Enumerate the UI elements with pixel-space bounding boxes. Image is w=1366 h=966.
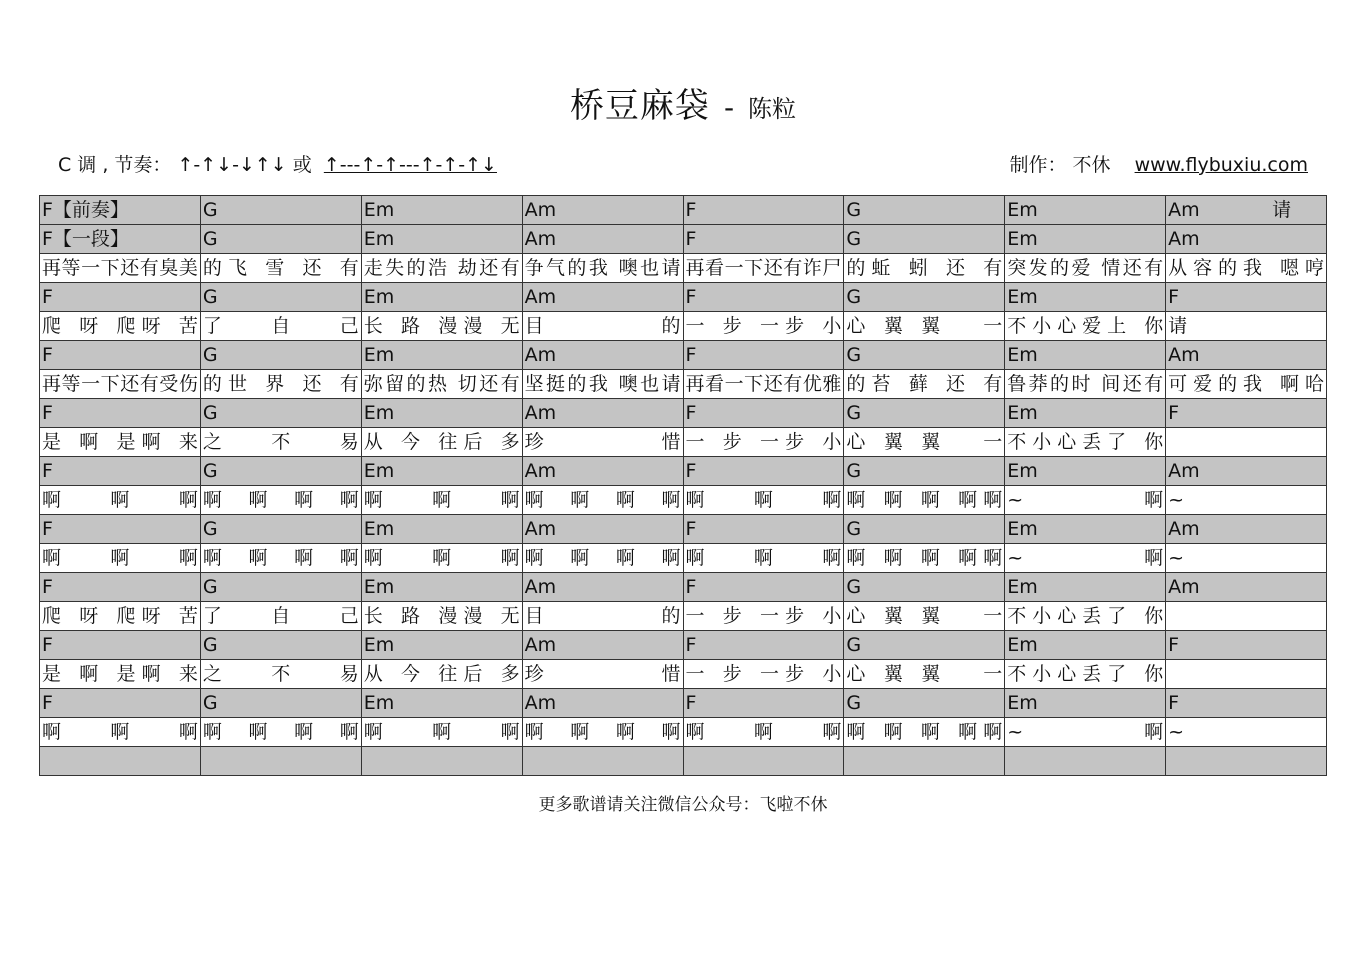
- chord-cell: Am: [522, 399, 683, 428]
- rhythm-pattern-alt: ↑---↑-↑---↑-↑-↑↓: [323, 154, 497, 176]
- lyric-cell: 的苔 藓 还 有: [844, 370, 1005, 399]
- lyric-cell: 一 步 一步 小: [683, 312, 844, 341]
- chord-cell: Em: [1005, 341, 1166, 370]
- lyric-cell: 啊 啊 啊 啊: [200, 486, 361, 515]
- lyric-cell: 不小心爱上 你: [1005, 312, 1166, 341]
- lyric-cell: 的蚯 蚓 还 有: [844, 254, 1005, 283]
- lyric-cell: 从容的我 嗯哼: [1166, 254, 1327, 283]
- lyric-cell: 从 今 往后 多: [361, 660, 522, 689]
- chord-cell: F: [683, 225, 844, 254]
- lyric-cell: 争气的我 噢也请: [522, 254, 683, 283]
- chord-cell: Em: [1005, 515, 1166, 544]
- lyric-cell: 突发的爱 情还有: [1005, 254, 1166, 283]
- chord-cell: G: [200, 689, 361, 718]
- lyric-cell: 心翼翼 一: [844, 660, 1005, 689]
- lyric-cell: 心翼翼 一: [844, 428, 1005, 457]
- chord-row: [40, 515, 1327, 544]
- rhythm-pattern: ↑-↑↓-↓↑↓: [177, 154, 287, 176]
- chord-cell: G: [200, 225, 361, 254]
- chord-cell: Am: [522, 631, 683, 660]
- maker-name: 不休: [1072, 154, 1111, 176]
- lyric-cell: 不小心丢了 你: [1005, 660, 1166, 689]
- lyric-row: [40, 428, 1327, 457]
- chord-row: [40, 689, 1327, 718]
- chord-row: [40, 196, 1327, 225]
- chord-cell: Em: [1005, 457, 1166, 486]
- chord-cell: G: [844, 341, 1005, 370]
- lyric-cell: 长 路 漫漫 无: [361, 312, 522, 341]
- chord-cell: Am: [522, 573, 683, 602]
- chord-row: [40, 399, 1327, 428]
- chord-cell: F: [1166, 631, 1327, 660]
- chord-cell: Am: [1166, 573, 1327, 602]
- lyric-cell: ~: [1166, 486, 1327, 515]
- lyric-cell: 目 的: [522, 312, 683, 341]
- chord-cell: G: [200, 341, 361, 370]
- lyric-cell: 了自己: [200, 312, 361, 341]
- chord-cell: G: [844, 515, 1005, 544]
- lyric-cell: 啊 啊 啊 啊啊: [844, 544, 1005, 573]
- blank-cell: [844, 747, 1005, 776]
- lyric-cell: 是 啊 是啊 来: [40, 660, 201, 689]
- lyric-cell: 了自己: [200, 602, 361, 631]
- lyric-cell: 不小心丢了 你: [1005, 428, 1166, 457]
- lyric-cell: 的飞 雪 还 有: [200, 254, 361, 283]
- lyric-cell: 啊 啊 啊: [40, 718, 201, 747]
- chord-row: [40, 573, 1327, 602]
- chord-cell: G: [200, 399, 361, 428]
- lyric-cell: 啊 啊 啊 啊: [200, 544, 361, 573]
- chord-cell: F: [683, 283, 844, 312]
- blank-row: [40, 747, 1327, 776]
- chord-cell: Am: [522, 689, 683, 718]
- lyric-cell: 啊 啊 啊 啊: [522, 718, 683, 747]
- chord-cell: Am: [522, 341, 683, 370]
- chord-cell: F: [40, 399, 201, 428]
- chord-cell: G: [844, 631, 1005, 660]
- chord-cell: F: [683, 515, 844, 544]
- chord-cell: F: [40, 689, 201, 718]
- maker-info: [1009, 150, 1308, 177]
- chord-cell: Am: [1166, 515, 1327, 544]
- song-header: [0, 78, 1366, 127]
- lyric-row: [40, 486, 1327, 515]
- lyric-cell: 啊 啊 啊 啊: [522, 486, 683, 515]
- lyric-cell: 一 步 一步 小: [683, 660, 844, 689]
- chord-cell: F: [683, 631, 844, 660]
- lyric-cell: 请: [1166, 312, 1327, 341]
- chord-cell: F【一段】: [40, 225, 201, 254]
- chord-cell: G: [200, 631, 361, 660]
- chord-cell: G: [200, 283, 361, 312]
- lyric-cell: 再等一下还有臭美: [40, 254, 201, 283]
- lyric-cell: 的世 界 还 有: [200, 370, 361, 399]
- lyric-cell: ~ 啊: [1005, 544, 1166, 573]
- chord-cell: G: [844, 196, 1005, 225]
- lyric-cell: 长 路 漫漫 无: [361, 602, 522, 631]
- chord-cell: F: [683, 689, 844, 718]
- chord-cell: G: [844, 573, 1005, 602]
- chord-cell: F: [683, 196, 844, 225]
- chord-cell: Em: [361, 573, 522, 602]
- lyric-cell: ~ 啊: [1005, 718, 1166, 747]
- chord-cell: Am: [522, 196, 683, 225]
- chord-cell: G: [844, 283, 1005, 312]
- lyric-cell: 啊 啊 啊: [683, 544, 844, 573]
- chord-cell: F: [1166, 689, 1327, 718]
- lyric-cell: [1166, 660, 1327, 689]
- chord-cell: F: [683, 399, 844, 428]
- lyric-cell: 珍 惜: [522, 428, 683, 457]
- chord-cell: G: [844, 225, 1005, 254]
- chord-cell: Am: [522, 283, 683, 312]
- chord-cell: G: [200, 515, 361, 544]
- blank-cell: [361, 747, 522, 776]
- chord-cell: F: [683, 457, 844, 486]
- chord-cell: Em: [361, 515, 522, 544]
- lyric-cell: ~: [1166, 718, 1327, 747]
- chord-cell: F: [40, 341, 201, 370]
- lyric-cell: 再看一下还有优雅: [683, 370, 844, 399]
- lyric-cell: 啊 啊 啊: [40, 486, 201, 515]
- chord-cell: Em: [1005, 225, 1166, 254]
- lyric-cell: 爬 呀 爬呀 苦: [40, 312, 201, 341]
- lyric-row: [40, 718, 1327, 747]
- chord-row: [40, 225, 1327, 254]
- chord-row: [40, 283, 1327, 312]
- song-title: 桥豆麻袋: [569, 86, 710, 126]
- chord-cell: F: [1166, 399, 1327, 428]
- lyric-cell: 从 今 往后 多: [361, 428, 522, 457]
- lyric-row: [40, 370, 1327, 399]
- chord-cell: Am: [1166, 341, 1327, 370]
- lyric-cell: 啊 啊 啊 啊啊: [844, 486, 1005, 515]
- chord-cell: Em: [361, 196, 522, 225]
- chord-cell: Em: [361, 283, 522, 312]
- chord-cell: G: [200, 573, 361, 602]
- chord-cell: F【前奏】: [40, 196, 201, 225]
- chord-row: [40, 457, 1327, 486]
- lyric-row: [40, 254, 1327, 283]
- chord-cell: G: [844, 689, 1005, 718]
- chord-cell: Em: [361, 631, 522, 660]
- lyric-cell: 心翼翼 一: [844, 602, 1005, 631]
- lyric-cell: 是 啊 是啊 来: [40, 428, 201, 457]
- lyric-cell: 坚挺的我 噢也请: [522, 370, 683, 399]
- lyric-cell: 啊 啊 啊: [361, 544, 522, 573]
- chord-cell: Am 请: [1166, 196, 1327, 225]
- chord-row: [40, 631, 1327, 660]
- lyric-cell: 啊 啊 啊: [683, 486, 844, 515]
- website-link[interactable]: www.flybuxiu.com: [1134, 154, 1308, 176]
- chord-cell: F: [683, 573, 844, 602]
- title-separator: -: [723, 91, 735, 124]
- chord-cell: F: [1166, 283, 1327, 312]
- key-rhythm-info: [58, 150, 497, 177]
- blank-cell: [683, 747, 844, 776]
- chord-cell: Am: [1166, 225, 1327, 254]
- chord-cell: Am: [1166, 457, 1327, 486]
- lyric-cell: 走失的浩 劫还有: [361, 254, 522, 283]
- chord-cell: Em: [1005, 283, 1166, 312]
- chord-row: [40, 341, 1327, 370]
- lyric-cell: 啊 啊 啊: [683, 718, 844, 747]
- lyric-cell: 心翼翼 一: [844, 312, 1005, 341]
- chord-cell: F: [40, 573, 201, 602]
- lyric-cell: 啊 啊 啊 啊: [522, 544, 683, 573]
- chord-cell: Am: [522, 457, 683, 486]
- chord-cell: Em: [361, 225, 522, 254]
- blank-cell: [40, 747, 201, 776]
- lyric-cell: 珍 惜: [522, 660, 683, 689]
- chord-cell: F: [40, 515, 201, 544]
- chord-cell: Em: [1005, 573, 1166, 602]
- blank-cell: [1005, 747, 1166, 776]
- chord-cell: F: [40, 283, 201, 312]
- lyric-cell: 鲁莽的时 间还有: [1005, 370, 1166, 399]
- chord-cell: Am: [522, 225, 683, 254]
- lyric-cell: 一 步 一步 小: [683, 428, 844, 457]
- chord-cell: Am: [522, 515, 683, 544]
- lyric-cell: 啊 啊 啊: [361, 486, 522, 515]
- chord-cell: Em: [1005, 196, 1166, 225]
- lyric-row: [40, 660, 1327, 689]
- lyric-cell: ~: [1166, 544, 1327, 573]
- song-artist: 陈粒: [748, 95, 797, 123]
- lyric-cell: 啊 啊 啊 啊: [200, 718, 361, 747]
- chord-sheet-table: [39, 195, 1327, 776]
- lyric-cell: 可爱的我 啊哈: [1166, 370, 1327, 399]
- chord-cell: G: [844, 457, 1005, 486]
- lyric-cell: 不小心丢了 你: [1005, 602, 1166, 631]
- footer-note: 更多歌谱请关注微信公众号：飞啦不休: [538, 795, 828, 815]
- lyric-cell: 再等一下还有受伤: [40, 370, 201, 399]
- lyric-cell: 之不易: [200, 660, 361, 689]
- lyric-cell: [1166, 428, 1327, 457]
- blank-cell: [1166, 747, 1327, 776]
- lyric-row: [40, 602, 1327, 631]
- chord-cell: Em: [361, 399, 522, 428]
- lyric-cell: 目 的: [522, 602, 683, 631]
- key-rhythm-label: C 调 , 节奏：: [58, 154, 172, 176]
- chord-cell: F: [40, 457, 201, 486]
- chord-cell: F: [40, 631, 201, 660]
- lyric-row: [40, 312, 1327, 341]
- lyric-cell: 之不易: [200, 428, 361, 457]
- chord-cell: G: [200, 196, 361, 225]
- chord-cell: Em: [361, 341, 522, 370]
- chord-cell: Em: [1005, 689, 1166, 718]
- lyric-cell: 弥留的热 切还有: [361, 370, 522, 399]
- blank-cell: [200, 747, 361, 776]
- lyric-cell: 啊 啊 啊: [40, 544, 201, 573]
- rhythm-or: 或: [292, 154, 312, 176]
- chord-cell: Em: [1005, 399, 1166, 428]
- lyric-row: [40, 544, 1327, 573]
- chord-cell: G: [200, 457, 361, 486]
- chord-cell: F: [683, 341, 844, 370]
- chord-cell: Em: [1005, 631, 1166, 660]
- lyric-cell: [1166, 602, 1327, 631]
- lyric-cell: 再看一下还有诈尸: [683, 254, 844, 283]
- lyric-cell: 一 步 一步 小: [683, 602, 844, 631]
- chord-cell: Em: [361, 457, 522, 486]
- chord-cell: G: [844, 399, 1005, 428]
- blank-cell: [522, 747, 683, 776]
- chord-cell: Em: [361, 689, 522, 718]
- lyric-cell: 爬 呀 爬呀 苦: [40, 602, 201, 631]
- lyric-cell: 啊 啊 啊 啊啊: [844, 718, 1005, 747]
- lyric-cell: ~ 啊: [1005, 486, 1166, 515]
- lyric-cell: 啊 啊 啊: [361, 718, 522, 747]
- maker-label: 制作：: [1009, 154, 1067, 176]
